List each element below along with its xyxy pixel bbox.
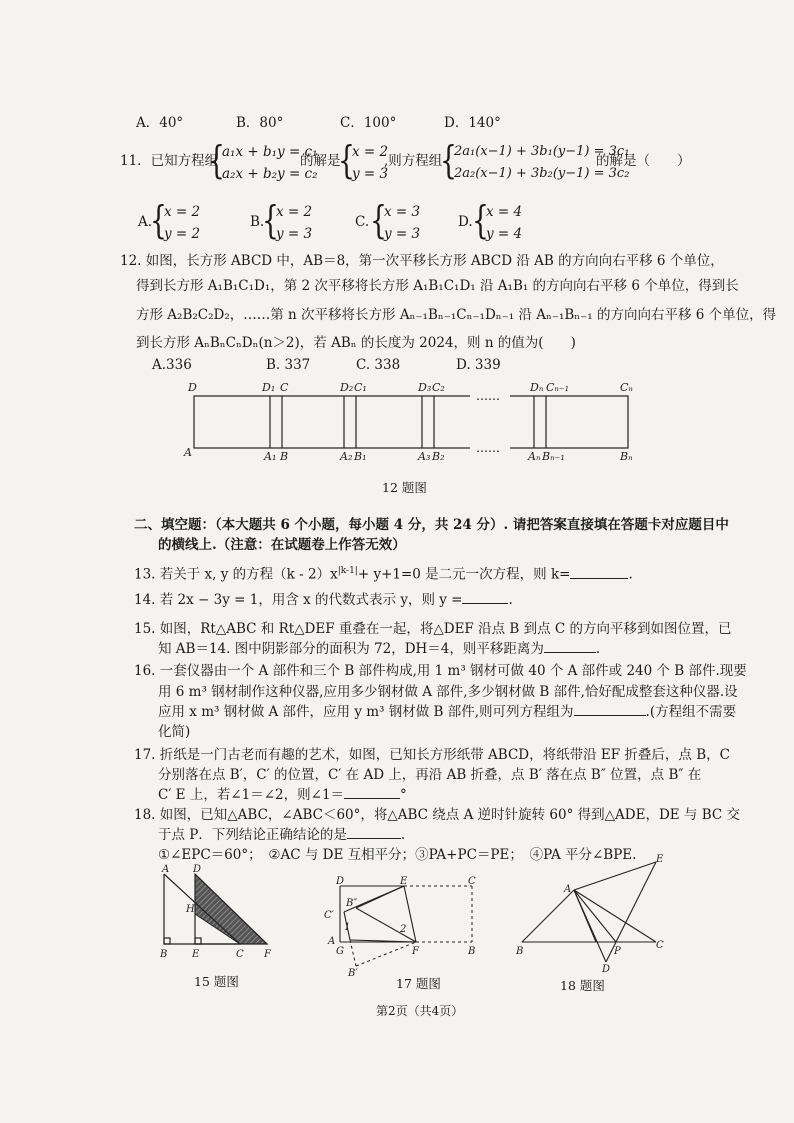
q12-line-2: 得到长方形 A₁B₁C₁D₁，第 2 次平移将长方形 A₁B₁C₁D₁ 沿 A₁B₁ 的方向向右平移 6 个单位，得到长	[136, 278, 739, 294]
q16-answer-blank	[574, 715, 646, 716]
q12-label-B: B	[280, 450, 289, 463]
q15-line-1: 15. 如图，Rt△ABC 和 Rt△DEF 重叠在一起，将△DEF 沿点 B 到点 C 的方向平移到如图位置，已	[134, 621, 732, 637]
q11-system-2: 2a₁(x−1) + 3b₁(y−1) = 3c₁ 2a₂(x−1) + 3b₂(y−1) = 3c₂	[454, 144, 630, 181]
q18-part-b: .	[400, 827, 406, 843]
q12-label-A: A	[184, 446, 192, 459]
q17-label-angle-2: 2	[400, 924, 407, 935]
q13-exponent: |k-1|	[337, 566, 358, 576]
q13-answer-blank	[570, 578, 628, 579]
section2-line-1: 二、填空题：（本大题共 6 个小题，每小题 4 分，共 24 分）. 请把答案直接填在答题卡对应题目中	[134, 517, 729, 533]
q12-option-c: C. 338	[356, 357, 401, 373]
q11-solution: x = 2 y = 3	[352, 144, 389, 182]
q12-label-A2: A₂	[340, 450, 353, 463]
q13-part-b: + y+1=0 是二元一次方程，则 k=	[357, 566, 571, 583]
q14-part-a: 14. 若 2x − 3y = 1，用含 x 的代数式表示 y，则 y =	[134, 592, 463, 608]
q12-label-An: Aₙ	[528, 450, 541, 463]
q12-label-A3: A₃	[418, 450, 431, 463]
q12-caption: 12 题图	[382, 480, 427, 495]
q15-label-C: C	[236, 949, 244, 960]
q18-label-P: P	[614, 946, 621, 957]
q15-caption: 15 题图	[194, 974, 239, 989]
q17-label-B: B	[468, 946, 476, 957]
q15-label-A: A	[162, 864, 170, 875]
q14-answer-blank	[462, 603, 508, 604]
q16-line-4: 化简)	[158, 724, 191, 740]
q11-option-a-label: A.	[138, 214, 153, 230]
q17-figure	[316, 872, 496, 982]
q12-label-D2: D₂	[340, 381, 354, 394]
q10-option-c: C．100°	[340, 115, 397, 131]
q18-figure	[510, 850, 680, 980]
q10-option-b: B．80°	[236, 115, 284, 131]
q18-label-A: A	[564, 884, 572, 895]
q12-label-D3: D₃	[418, 381, 432, 394]
q15-label-H: H	[186, 904, 195, 915]
q13-part-c: .	[628, 566, 633, 583]
q17-label-D: D	[336, 876, 345, 887]
q12-dots-bottom: ……	[476, 441, 500, 455]
q11-option-d-label: D.	[458, 214, 473, 230]
q17-line-3	[158, 786, 407, 804]
q10-option-d: D．140°	[444, 115, 501, 131]
q11-option-c-label: C.	[355, 214, 370, 230]
q11-brace-1: {	[208, 138, 225, 182]
q13-part-a: 13. 若关于 x, y 的方程（k - 2）x	[134, 566, 338, 583]
q11-option-a-system: x = 2 y = 2	[164, 204, 201, 242]
q11-option-b-label: B.	[250, 214, 265, 230]
q11-option-d-brace: {	[472, 198, 489, 242]
q11-option-b-brace: {	[262, 198, 279, 242]
q11-system-1: a₁x + b₁y = c₁ a₂x + b₂y = c₂	[222, 144, 318, 182]
q12-figure	[180, 376, 640, 466]
q12-label-Cn1: Cₙ₋₁	[546, 381, 570, 394]
q12-label-D: D	[188, 381, 197, 394]
q12-label-Bn1: Bₙ₋₁	[542, 450, 565, 463]
q11-option-b-system: x = 2 y = 3	[276, 204, 313, 242]
q17-line-1: 17. 折纸是一门古老而有趣的艺术，如图，已知长方形纸带 ABCD，将纸带沿 EF 折叠后，点 B，C	[134, 747, 730, 763]
q11-brace-3: {	[440, 138, 457, 182]
q11-option-c-system: x = 3 y = 3	[384, 204, 421, 242]
q15-line-2	[158, 640, 600, 658]
q10-option-a: A．40°	[136, 115, 184, 131]
q11-prefix: 11．已知方程组	[120, 153, 219, 169]
section2-line-2: 的横线上.（注意：在试题卷上作答无效）	[158, 537, 406, 553]
q16-part-a: 应用 x m³ 钢材做 A 部件，应用 y m³ 钢材做 B 部件,则可列方程组为	[158, 704, 574, 720]
q11-option-d-system: x = 4 y = 4	[486, 204, 523, 242]
q11-mid2: ,则方程组	[384, 153, 443, 169]
q12-label-Bn: Bₙ	[620, 450, 633, 463]
q17-label-B-prime: B′	[348, 968, 358, 979]
q18-label-E: E	[656, 854, 664, 865]
q11-option-a-brace: {	[150, 198, 167, 242]
q11-brace-2: {	[338, 138, 355, 182]
q15-part-a: 知 AB＝14. 图中阴影部分的面积为 72，DH＝4，则平移距离为	[158, 641, 544, 657]
q12-label-B2: B₂	[432, 450, 445, 463]
q12-line-4: 到长方形 AₙBₙCₙDₙ(n＞2)，若 ABₙ 的长度为 2024，则 n 的值为( )	[136, 335, 576, 351]
q17-caption: 17 题图	[396, 976, 441, 991]
q12-label-Dn: Dₙ	[530, 381, 544, 394]
q17-label-E: E	[400, 876, 408, 887]
q15-label-E: E	[192, 949, 200, 960]
q16-line-2: 用 6 m³ 钢材制作这种仪器,应用多少钢材做 A 部件,多少钢材做 B 部件,恰好配成整套这种仪器.设	[158, 684, 738, 700]
q14-text	[134, 591, 513, 609]
q17-label-G: G	[336, 946, 344, 957]
q18-caption: 18 题图	[560, 978, 605, 993]
q17-label-C: C	[468, 876, 476, 887]
q12-line-1: 12. 如图，长方形 ABCD 中，AB＝8，第一次平移长方形 ABCD 沿 AB 的方向向右平移 6 个单位，	[120, 253, 724, 269]
q15-figure	[150, 862, 280, 972]
q12-option-d: D. 339	[456, 357, 501, 373]
q15-label-B: B	[160, 949, 168, 960]
q12-line-3: 方形 A₂B₂C₂D₂，……第 n 次平移将长方形 Aₙ₋₁Bₙ₋₁Cₙ₋₁Dₙ₋₁ 沿 Aₙ₋₁Bₙ₋₁ 的方向向右平移 6 个单位，得	[136, 307, 777, 323]
q12-label-Cn: Cₙ	[620, 381, 633, 394]
q12-option-a: A.336	[152, 357, 192, 373]
q18-label-B: B	[516, 946, 524, 957]
q12-label-C1: C₁	[354, 381, 367, 394]
q11-suffix: 的解是（ ）	[596, 153, 691, 169]
q17-line-2: 分别落在点 B′，C′ 的位置，C′ 在 AD 上，再沿 AB 折叠，点 B′ 落在点 B″ 位置，点 B″ 在	[158, 767, 702, 783]
q17-label-B-double-prime: B″	[346, 898, 358, 909]
q16-part-b: .(方程组不需要	[645, 704, 737, 720]
q18-answer-blank	[347, 838, 401, 839]
q12-option-b: B. 337	[266, 357, 311, 373]
q12-label-D1: D₁	[262, 381, 276, 394]
q13-text	[134, 562, 633, 584]
q17-part-a: C′ E 上，若∠1＝∠2，则∠1＝	[158, 787, 345, 803]
q12-label-C: C	[280, 381, 289, 394]
q15-label-F: F	[264, 949, 271, 960]
q12-label-C2: C₂	[432, 381, 445, 394]
q15-part-b: .	[595, 641, 601, 657]
q11-mid1: 的解是	[300, 153, 341, 169]
q17-label-C-prime: C′	[324, 910, 334, 921]
q18-line-1: 18. 如图，已知△ABC，∠ABC＜60°，将△ABC 绕点 A 逆时针旋转 60° 得到△ADE，DE 与 BC 交	[134, 807, 741, 823]
q16-line-3	[158, 703, 736, 721]
q12-label-B1: B₁	[354, 450, 367, 463]
q12-label-A1: A₁	[264, 450, 277, 463]
q18-part-a: 于点 P．下列结论正确结论的是	[158, 827, 347, 843]
q18-label-C: C	[656, 940, 664, 951]
page-footer: 第2页（共4页）	[376, 1004, 464, 1018]
q12-dots-top: ……	[476, 389, 500, 403]
q12-outer-rect	[194, 396, 628, 448]
q15-answer-blank	[544, 652, 596, 653]
q17-label-angle-1: 1	[344, 922, 351, 933]
q15-label-D: D	[193, 864, 202, 875]
q17-label-A: A	[328, 936, 336, 947]
q14-part-b: .	[508, 592, 513, 608]
q18-line-3: ①∠EPC＝60°； ②AC 与 DE 互相平分；③PA+PC＝PE； ④PA 平分∠BPE.	[158, 847, 637, 863]
q17-part-b: °	[400, 787, 407, 803]
q17-answer-blank	[344, 798, 400, 799]
q16-line-1: 16. 一套仪器由一个 A 部件和三个 B 部件构成,用 1 m³ 钢材可做 40 个 A 部件或 240 个 B 部件.现要	[134, 663, 747, 679]
q17-label-F: F	[412, 946, 419, 957]
q11-option-c-brace: {	[370, 198, 387, 242]
q18-label-D: D	[602, 964, 611, 975]
q18-line-2	[158, 826, 405, 844]
